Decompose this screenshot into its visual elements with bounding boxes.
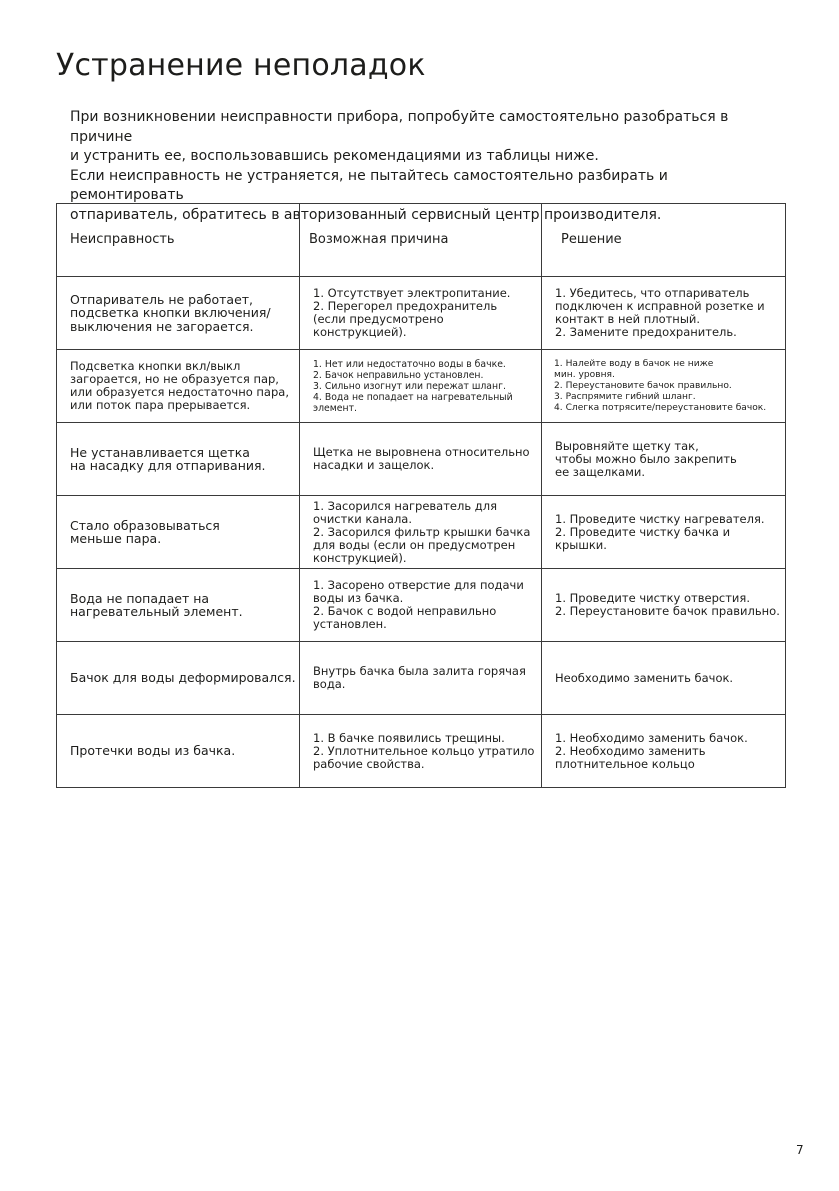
cause-cell <box>300 496 542 569</box>
table-row <box>57 423 786 496</box>
cause-cell <box>300 715 542 788</box>
solution-line: 2. Переустановите бачок правильно. <box>554 380 732 391</box>
header-solution-label: Решение <box>561 232 622 247</box>
solution-cell <box>542 715 786 788</box>
header-cause <box>300 204 542 277</box>
header-problem: Неисправность <box>57 204 300 277</box>
problem-line: Подсветка кнопки вкл/выкл <box>70 359 241 373</box>
solution-line: 1. Налейте воду в бачок не ниже <box>554 358 714 369</box>
solution-line: Необходимо заменить бачок. <box>555 670 734 685</box>
table-header-row <box>57 204 786 277</box>
cause-cell <box>300 423 542 496</box>
solution-line: ее защелками. <box>555 464 646 479</box>
problem-line: загорается, но не образуется пар, <box>70 372 279 386</box>
cause-line: 1. В бачке появились трещины. <box>313 730 505 745</box>
cause-line: 2. Засорился фильтр крышки бачка <box>313 524 531 539</box>
problem-line: меньше пара. <box>70 531 162 546</box>
solution-line: 1. Необходимо заменить бачок. <box>555 730 748 745</box>
cause-line: конструкцией). <box>313 550 407 565</box>
problem-line: Не устанавливается щетка <box>70 444 250 460</box>
solution-line: 2. Проведите чистку бачка и <box>555 524 731 539</box>
cause-line: воды из бачка. <box>313 591 404 605</box>
page-title: Устранение неполадок <box>56 48 426 83</box>
cause-line: рабочие свойства. <box>313 756 425 771</box>
cause-line: 1. Засорено отверстие для подачи <box>313 578 524 592</box>
table-row <box>57 642 786 715</box>
cause-cell <box>300 569 542 642</box>
solution-line: контакт в ней плотный. <box>555 312 701 326</box>
solution-line: 1. Проведите чистку нагревателя. <box>555 511 765 526</box>
problem-line: нагревательный элемент. <box>70 604 243 619</box>
solution-line: Выровняйте щетку так, <box>555 438 699 453</box>
cause-line: 4. Вода не попадает на нагревательный <box>313 391 513 403</box>
cause-line: 1. Засорился нагреватель для <box>313 498 498 513</box>
solution-cell <box>542 350 786 423</box>
cause-line: 2. Бачок неправильно установлен. <box>313 369 484 381</box>
problem-line: выключения не загорается. <box>70 318 254 334</box>
problem-cell <box>57 277 300 350</box>
cause-line: Внутрь бачка была залита горячая <box>313 664 526 678</box>
cause-line: 1. Нет или недостаточно воды в бачке. <box>313 358 506 370</box>
problem-cell <box>57 569 300 642</box>
problem-line: или образуется недостаточно пара, <box>70 385 289 399</box>
cause-cell <box>300 350 542 423</box>
intro-line: отпариватель, обратитесь в авторизованный сервисный центр производителя. <box>70 206 662 223</box>
problem-cell <box>57 423 300 496</box>
cause-line: вода. <box>313 677 346 691</box>
cause-line: 3. Сильно изогнут или пережат шланг. <box>313 380 506 392</box>
cause-line: элемент. <box>313 402 357 414</box>
cause-line: насадки и защелок. <box>313 458 435 472</box>
problem-line: Отпариватель не работает, <box>70 291 254 307</box>
header-cause-label: Возможная причина <box>309 232 449 247</box>
cause-line: 2. Бачок с водой неправильно <box>313 604 497 618</box>
cause-line: 1. Отсутствует электропитание. <box>313 286 511 300</box>
solution-line: 3. Распрямите гибний шланг. <box>554 391 696 402</box>
intro-line: Если неисправность не устраняется, не пытайтесь самостоятельно разбирать и ремонтировать <box>70 167 668 203</box>
cause-line: очистки канала. <box>313 511 413 526</box>
solution-cell <box>542 642 786 715</box>
problem-line: или поток пара прерывается. <box>70 398 251 412</box>
table-row <box>57 496 786 569</box>
troubleshooting-table <box>56 203 786 788</box>
solution-line: мин. уровня. <box>554 369 615 380</box>
intro-line: При возникновении неисправности прибора, попробуйте самостоятельно разобраться в причине <box>70 109 729 145</box>
problem-cell <box>57 715 300 788</box>
cause-line: для воды (если он предусмотрен <box>313 537 516 552</box>
solution-line: 2. Переустановите бачок правильно. <box>555 604 780 618</box>
solution-line: 1. Убедитесь, что отпариватель <box>555 286 750 300</box>
solution-cell <box>542 569 786 642</box>
solution-line: крышки. <box>555 537 607 552</box>
cause-cell <box>300 277 542 350</box>
table-row <box>57 715 786 788</box>
header-solution <box>542 204 786 277</box>
solution-line: 2. Замените предохранитель. <box>555 325 737 339</box>
cause-line: установлен. <box>313 617 387 631</box>
cause-line: (если предусмотрено конструкцией). <box>313 312 444 339</box>
solution-cell <box>542 496 786 569</box>
cause-cell <box>300 642 542 715</box>
solution-line: чтобы можно было закрепить <box>555 451 737 466</box>
problem-line: Стало образовываться <box>70 517 220 533</box>
solution-line: 2. Необходимо заменить <box>555 743 706 758</box>
cause-line: 2. Перегорел предохранитель <box>313 299 498 313</box>
problem-cell <box>57 642 300 715</box>
solution-cell <box>542 423 786 496</box>
solution-line: подключен к исправной розетке и <box>555 299 765 313</box>
table-row <box>57 350 786 423</box>
problem-line: на насадку для отпаривания. <box>70 458 266 473</box>
intro-line: и устранить ее, воспользовавшись рекомендациями из таблицы ниже. <box>70 148 599 164</box>
problem-line: Бачок для воды деформировался. <box>70 670 296 686</box>
table-row <box>57 569 786 642</box>
page-number: 7 <box>796 1143 804 1157</box>
problem-cell <box>57 496 300 569</box>
problem-line: Вода не попадает на <box>70 590 210 606</box>
problem-line: Протечки воды из бачка. <box>70 743 236 759</box>
cause-line: Щетка не выровнена относительно <box>313 445 530 459</box>
cause-line: 2. Уплотнительное кольцо утратило <box>313 743 535 758</box>
solution-line: 1. Проведите чистку отверстия. <box>555 591 750 605</box>
problem-line: подсветка кнопки включения/ <box>70 305 271 321</box>
solution-line: плотнительное кольцо <box>555 756 695 771</box>
table-row <box>57 277 786 350</box>
solution-line: 4. Слегка потрясите/переустановите бачок. <box>554 402 767 413</box>
solution-cell <box>542 277 786 350</box>
problem-cell <box>57 350 300 423</box>
